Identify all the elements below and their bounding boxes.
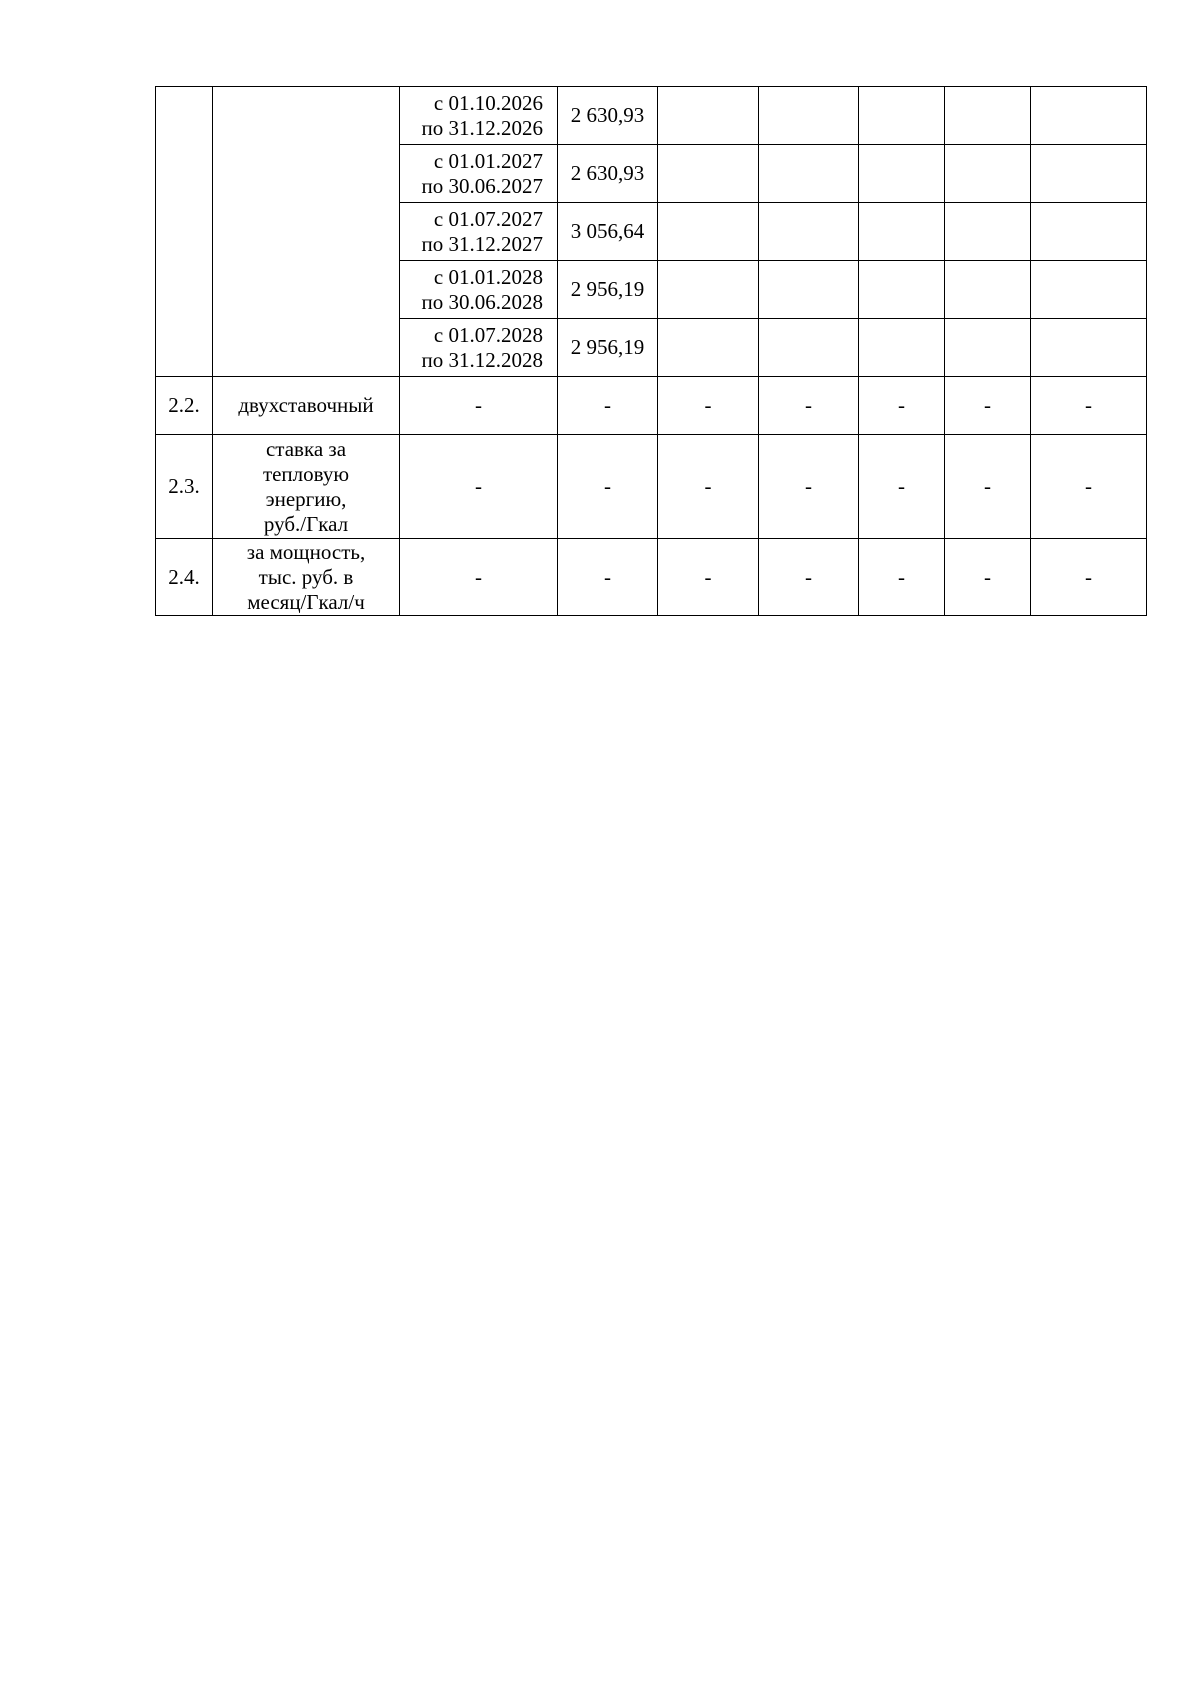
empty-cell: [759, 145, 859, 203]
period-start: с 01.01.2028: [433, 264, 543, 289]
row-number: 2.2.: [156, 377, 213, 435]
table-cell: -: [658, 539, 759, 616]
tariff-value: 2 630,93: [558, 87, 658, 145]
empty-cell: [859, 87, 945, 145]
row-name-cell: [213, 87, 400, 377]
period-end: по 30.06.2027: [421, 173, 543, 198]
period-end: по 31.12.2027: [421, 231, 543, 256]
table-row: [156, 435, 1147, 539]
table-cell: -: [558, 539, 658, 616]
table-row: [156, 87, 1147, 145]
row-number-cell: [156, 87, 213, 377]
table-cell: -: [1031, 377, 1147, 435]
empty-cell: [945, 203, 1031, 261]
row-number: 2.4.: [156, 539, 213, 616]
table-cell: -: [945, 377, 1031, 435]
row-name: за мощность, тыс. руб. в месяц/Гкал/ч: [213, 539, 400, 616]
empty-cell: [859, 261, 945, 319]
empty-cell: [658, 261, 759, 319]
empty-cell: [1031, 261, 1147, 319]
table-cell: -: [859, 377, 945, 435]
period-start: с 01.07.2027: [433, 206, 543, 231]
table-cell: -: [759, 435, 859, 539]
empty-cell: [1031, 87, 1147, 145]
period-start: с 01.10.2026: [433, 90, 543, 115]
row-number: 2.3.: [156, 435, 213, 539]
table-cell: -: [400, 377, 558, 435]
table-cell: -: [400, 435, 558, 539]
period-cell: [400, 203, 558, 261]
empty-cell: [859, 203, 945, 261]
row-name: ставка за тепловую энергию, руб./Гкал: [213, 435, 400, 539]
period-cell: [400, 319, 558, 377]
table-cell: -: [945, 539, 1031, 616]
period-end: по 31.12.2026: [421, 115, 543, 140]
empty-cell: [759, 319, 859, 377]
empty-cell: [1031, 203, 1147, 261]
period-end: по 30.06.2028: [421, 289, 543, 314]
empty-cell: [658, 87, 759, 145]
empty-cell: [859, 319, 945, 377]
table-cell: -: [859, 539, 945, 616]
table-cell: -: [759, 377, 859, 435]
period-cell: [400, 145, 558, 203]
period-cell: [400, 261, 558, 319]
period-start: с 01.07.2028: [433, 322, 543, 347]
table-cell: -: [945, 435, 1031, 539]
empty-cell: [658, 203, 759, 261]
tariff-value: 2 630,93: [558, 145, 658, 203]
empty-cell: [759, 203, 859, 261]
empty-cell: [859, 145, 945, 203]
empty-cell: [759, 87, 859, 145]
empty-cell: [1031, 319, 1147, 377]
table-cell: -: [400, 539, 558, 616]
table-cell: -: [759, 539, 859, 616]
empty-cell: [1031, 145, 1147, 203]
tariff-value: 2 956,19: [558, 261, 658, 319]
table-cell: -: [658, 435, 759, 539]
empty-cell: [658, 319, 759, 377]
tariff-value: 3 056,64: [558, 203, 658, 261]
table-cell: -: [1031, 539, 1147, 616]
tariff-value: 2 956,19: [558, 319, 658, 377]
table-cell: -: [558, 377, 658, 435]
table-row: [156, 539, 1147, 616]
table-cell: -: [1031, 435, 1147, 539]
period-end: по 31.12.2028: [421, 347, 543, 372]
tariff-table: [155, 86, 1147, 616]
period-start: с 01.01.2027: [433, 148, 543, 173]
empty-cell: [945, 145, 1031, 203]
table-row: [156, 377, 1147, 435]
empty-cell: [945, 319, 1031, 377]
empty-cell: [945, 87, 1031, 145]
period-cell: [400, 87, 558, 145]
empty-cell: [658, 145, 759, 203]
table-cell: -: [558, 435, 658, 539]
empty-cell: [759, 261, 859, 319]
table-cell: -: [658, 377, 759, 435]
table-cell: -: [859, 435, 945, 539]
row-name: двухставочный: [213, 377, 400, 435]
empty-cell: [945, 261, 1031, 319]
